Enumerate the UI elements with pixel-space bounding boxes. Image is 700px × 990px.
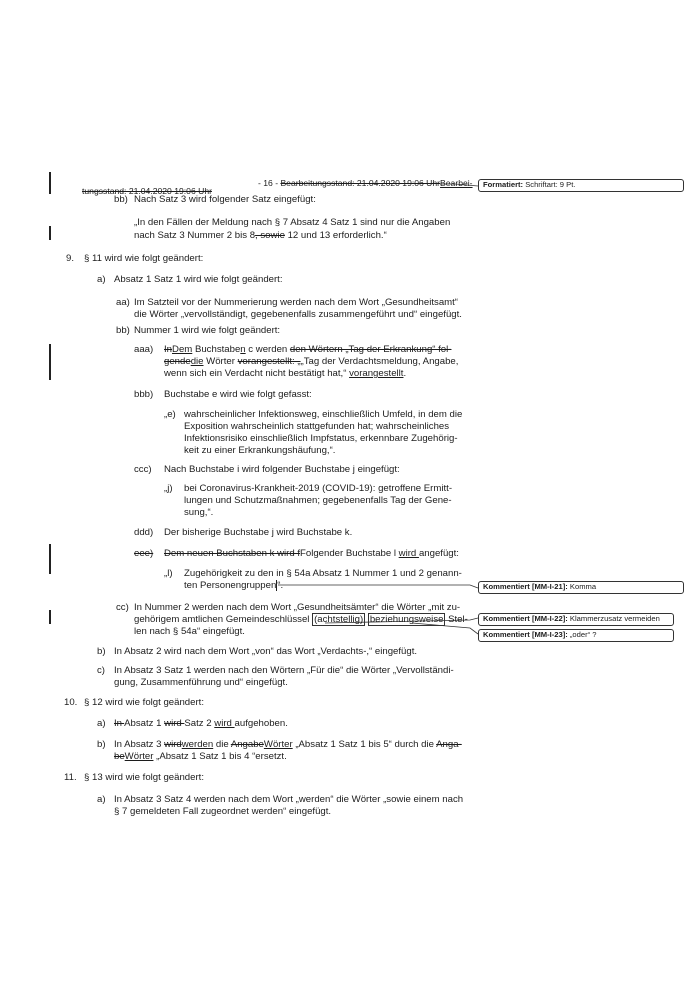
change-bar [49, 226, 51, 240]
change-bar [49, 344, 51, 380]
quote-line: lungen und Schutzmaßnahmen; gegebenenfalls Tag der Gene- [184, 495, 452, 506]
item-text: beWörter „Absatz 1 Satz 1 bis 4 “ersetzt. [114, 751, 287, 762]
item-marker: b) [97, 646, 106, 657]
quote-line: keit zu einer Erkrankungshäufung,“. [184, 445, 336, 456]
change-bar [49, 544, 51, 574]
item-text: § 12 wird wie folgt geändert: [84, 697, 204, 708]
item-marker: bb) [116, 325, 130, 336]
item-text: Buchstabe e wird wie folgt gefasst: [164, 389, 312, 400]
item-text: § 11 wird wie folgt geändert: [84, 253, 204, 264]
quote-line: Exposition wahrscheinlich stattgefunden hat; wahrscheinliches [184, 421, 450, 432]
quote-line: sung,“. [184, 507, 214, 518]
item-marker: a) [97, 718, 106, 729]
item-text: Nach Buchstabe i wird folgender Buchstabe j eingefügt: [164, 464, 400, 475]
item-marker: aa) [116, 297, 130, 308]
comment-mm-i-22[interactable]: Kommentiert [MM-I-22]: Klammerzusatz vermeiden [478, 613, 674, 626]
comment-formatiert[interactable]: Formatiert: Schriftart: 9 Pt. [478, 179, 684, 192]
quote-line: „In den Fällen der Meldung nach § 7 Absatz 4 Satz 1 sind nur die Angaben [134, 217, 451, 228]
item-text: In Absatz 3 Satz 4 werden nach dem Wort „werden“ die Wörter „sowie einem nach [114, 794, 464, 805]
item-text: gung, Zusammenführung und“ eingefügt. [114, 677, 288, 688]
quote-line: nach Satz 3 Nummer 2 bis 8, sowie 12 und 13 erforderlich.“ [134, 230, 387, 241]
quote-line: ten Personengruppen“. [184, 580, 284, 591]
deleted-status: Bearbeitungsstand: 21.04.2020 19:06 Uhr [280, 178, 441, 188]
item-text: Im Satzteil vor der Nummerierung werden nach dem Wort „Gesundheitsamt“ [134, 297, 459, 308]
item-marker: cc) [116, 602, 129, 613]
item-marker: 11. [64, 772, 77, 783]
page-header-line2: tungsstand: 21.04.2020 19:06 Uhr [82, 186, 212, 196]
item-text: In Absatz 1 wird Satz 2 wird aufgehoben. [114, 718, 288, 729]
quote-marker: „j) [164, 483, 173, 494]
item-text: Absatz 1 Satz 1 wird wie folgt geändert: [114, 274, 283, 285]
item-text: Dem neuen Buchstaben k wird fFolgender Buchstabe l wird angefügt: [164, 548, 459, 559]
item-marker: 9. [66, 253, 75, 264]
item-text: Der bisherige Buchstabe j wird Buchstabe k. [164, 527, 353, 538]
item-text: § 13 wird wie folgt geändert: [84, 772, 204, 783]
item-text: die Wörter „vervollständigt, gegebenenfalls zusammengeführt und“ eingefügt. [134, 309, 462, 320]
item-marker: a) [97, 794, 106, 805]
item-text: InDem Buchstaben c werden den Wörtern „Tag der Erkrankung“ fol- [164, 344, 452, 355]
item-marker: ccc) [134, 464, 152, 475]
item-marker: ddd) [134, 527, 154, 538]
item-marker: eee) [134, 548, 154, 559]
item-marker: bbb) [134, 389, 154, 400]
item-text: § 7 gemeldeten Fall zugeordnet werden“ eingefügt. [114, 806, 332, 817]
item-text: gendedie Wörter vorangestellt: „„Tag der Verdachtsmeldung, Angabe, [164, 356, 459, 367]
quote-line: Infektionsrisiko einschließlich Impfstatus, erkennbare Zugehörig- [184, 433, 458, 444]
quote-line: wahrscheinlicher Infektionsweg, einschließlich Umfeld, in dem die [184, 409, 463, 420]
item-marker: c) [97, 665, 105, 676]
item-text: len nach § 54a“ eingefügt. [134, 626, 245, 637]
item-text: gehörigem amtlichen Gemeindeschlüssel (achtstellig) beziehungsweise Stel- [134, 614, 468, 625]
item-marker: aaa) [134, 344, 154, 355]
page-header [258, 177, 473, 190]
comment-mm-i-23[interactable]: Kommentiert [MM-I-23]: „oder“ ? [478, 629, 674, 642]
page-number: - 16 - [258, 178, 279, 188]
item-text: In Absatz 3 wirdwerden die AngabeWörter „Absatz 1 Satz 1 bis 5“ durch die Anga- [114, 739, 462, 750]
quote-marker: „l) [164, 568, 173, 579]
item-text: wenn sich ein Verdacht nicht bestätigt hat,“ vorangestellt. [164, 368, 407, 379]
item-text: In Absatz 3 Satz 1 werden nach den Wörtern „Für die“ die Wörter „Vervollständi- [114, 665, 454, 676]
item-marker: b) [97, 739, 106, 750]
inserted-status: Bearbei- [440, 178, 473, 188]
comment-mm-i-21[interactable]: Kommentiert [MM-I-21]: Komma [478, 581, 684, 594]
item-marker: bb) [114, 194, 128, 205]
quote-line: bei Coronavirus-Krankheit-2019 (COVID-19): getroffene Ermitt- [184, 483, 453, 494]
change-bar [49, 610, 51, 624]
change-bar [49, 172, 51, 194]
quote-marker: „e) [164, 409, 176, 420]
item-marker: 10. [64, 697, 78, 708]
item-marker: a) [97, 274, 106, 285]
quote-line: Zugehörigkeit zu den in § 54a Absatz 1 Nummer 1 und 2 genann- [184, 568, 462, 579]
item-text: Nummer 1 wird wie folgt geändert: [134, 325, 281, 336]
item-text: In Nummer 2 werden nach dem Wort „Gesundheitsämter“ die Wörter „mit zu- [134, 602, 461, 613]
item-text: Nach Satz 3 wird folgender Satz eingefügt: [134, 194, 316, 205]
item-text: In Absatz 2 wird nach dem Wort „von“ das Wort „Verdachts-,“ eingefügt. [114, 646, 418, 657]
